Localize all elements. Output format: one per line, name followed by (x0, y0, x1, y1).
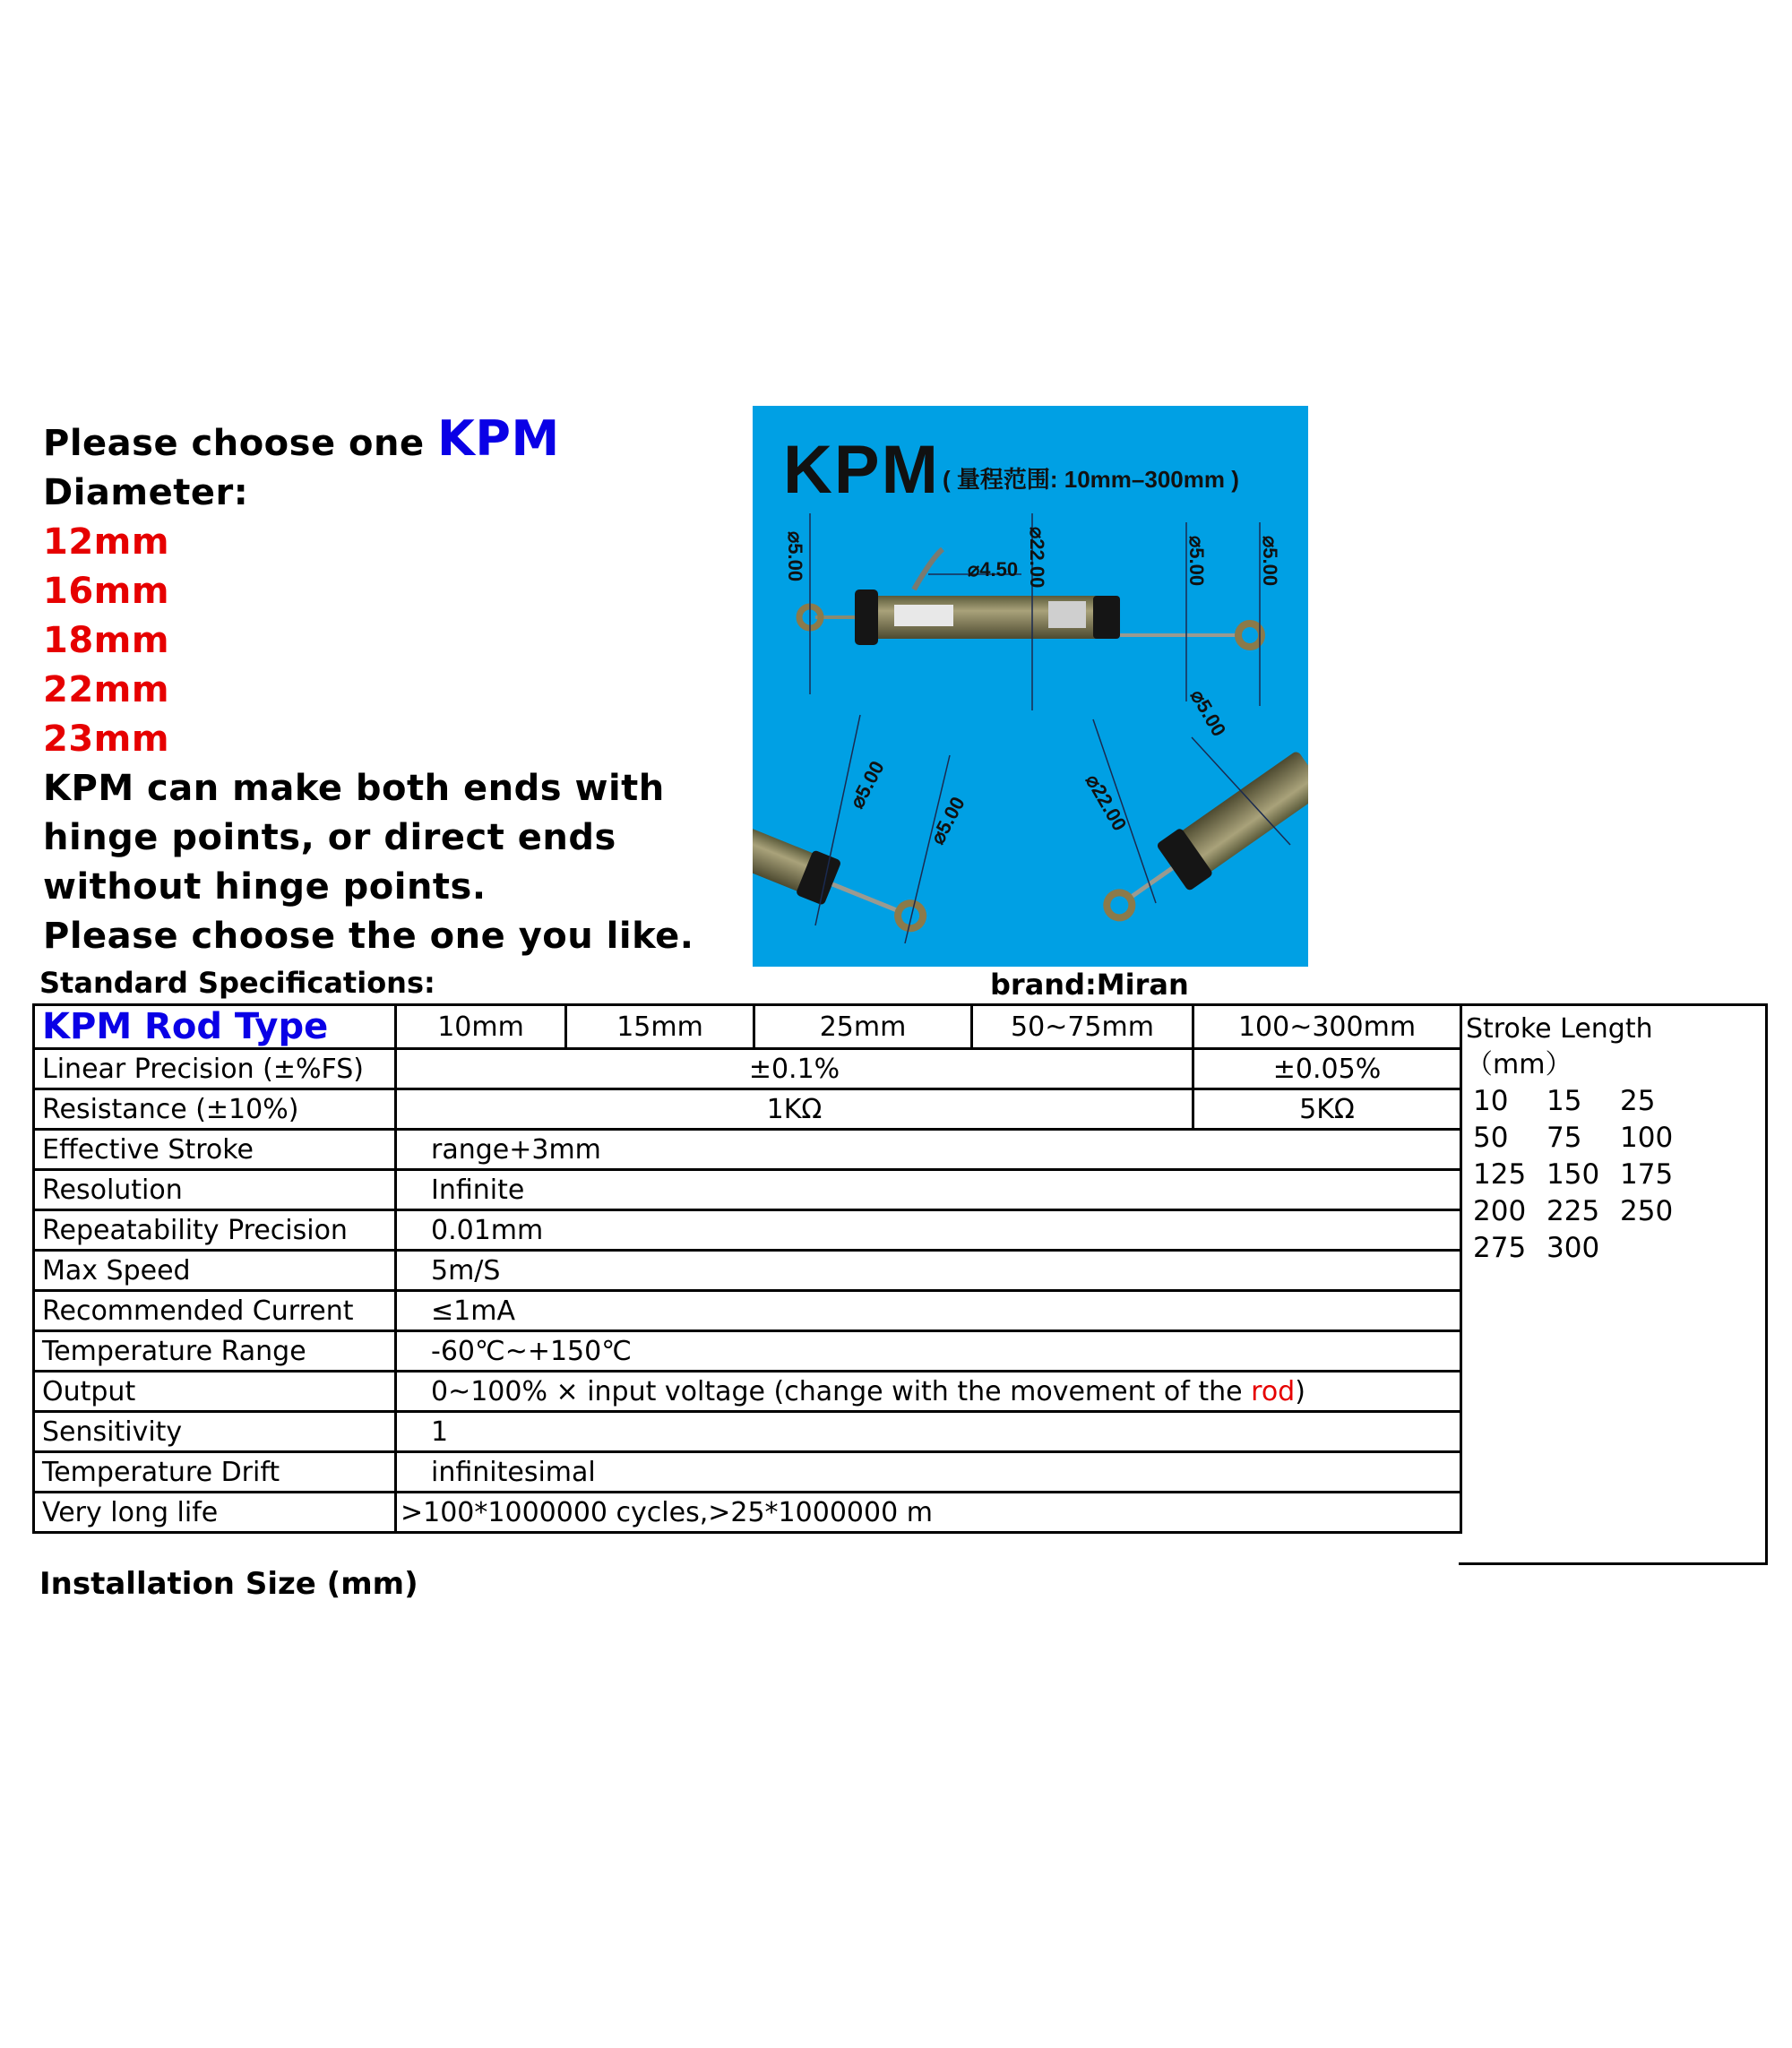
stroke-value: 100 (1620, 1122, 1674, 1154)
row-label: Resolution (34, 1170, 396, 1210)
stroke-unit: （mm） (1466, 1049, 1572, 1080)
table-row (34, 1493, 1461, 1533)
stroke-value (1620, 1230, 1693, 1267)
row-label: Output (34, 1372, 396, 1412)
row-value: ±0.05% (1193, 1049, 1461, 1089)
row-label: Very long life (34, 1493, 396, 1533)
table-row (34, 1291, 1461, 1331)
row-value: Infinite (396, 1170, 1461, 1210)
row-value: 1 (396, 1412, 1461, 1452)
diameter-option: 12mm (43, 521, 170, 563)
brand-label: brand:Miran (990, 968, 1189, 1002)
product-photo (753, 406, 1308, 967)
row-value (396, 1372, 1461, 1412)
row-label: Max Speed (34, 1251, 396, 1291)
row-value: ≤1mA (396, 1291, 1461, 1331)
stroke-value: 50 (1473, 1122, 1509, 1154)
stroke-value: 250 (1620, 1195, 1674, 1227)
stroke-value: 15 (1546, 1085, 1582, 1117)
photo-title: KPM (783, 432, 940, 508)
stroke-title (1466, 1011, 1653, 1083)
table-row (34, 1210, 1461, 1251)
table-row (34, 1049, 1461, 1089)
kpm-brand: KPM (437, 410, 560, 467)
rod-type-header: KPM Rod Type (34, 1005, 396, 1049)
row-label: Linear Precision (±%FS) (34, 1049, 396, 1089)
table-row (34, 1089, 1461, 1130)
column-header: 25mm (754, 1005, 972, 1049)
row-label: Temperature Range (34, 1331, 396, 1372)
stroke-values (1473, 1083, 1693, 1267)
stroke-value: 300 (1546, 1232, 1600, 1264)
description-line: hinge points, or direct ends (43, 817, 616, 858)
table-row (34, 1412, 1461, 1452)
row-label: Resistance (±10%) (34, 1089, 396, 1130)
choose-text: Please choose one (43, 423, 438, 464)
description-line: Please choose the one you like. (43, 916, 694, 957)
stroke-row (1473, 1083, 1693, 1120)
stroke-row (1473, 1230, 1693, 1267)
diameter-option: 22mm (43, 669, 170, 710)
row-value: range+3mm (396, 1130, 1461, 1170)
output-text-end: ) (1295, 1375, 1305, 1407)
description-line: KPM can make both ends with (43, 768, 665, 809)
stroke-value: 125 (1473, 1158, 1527, 1191)
stroke-length-box (1459, 1003, 1768, 1565)
stroke-row (1473, 1157, 1693, 1193)
stroke-value: 25 (1620, 1085, 1656, 1117)
intro-block (43, 410, 760, 961)
table-row (34, 1130, 1461, 1170)
row-value: infinitesimal (396, 1452, 1461, 1493)
spec-table (32, 1003, 1462, 1534)
dimension-label: ⌀22.00 (1026, 527, 1048, 589)
photo-subtitle: ( 量程范围: 10mm–300mm ) (943, 466, 1239, 493)
output-text: 0~100% × input voltage (change with the movement of the (431, 1375, 1252, 1407)
stroke-value: 175 (1620, 1158, 1674, 1191)
table-row (34, 1251, 1461, 1291)
row-value: >100*1000000 cycles,>25*1000000 m (396, 1493, 1461, 1533)
table-row (34, 1452, 1461, 1493)
standard-specs-heading: Standard Specifications: (39, 966, 435, 1000)
diameter-label: Diameter: (43, 472, 249, 513)
stroke-value: 225 (1546, 1195, 1600, 1227)
dimension-label: ⌀22.00 (1081, 770, 1132, 835)
diameter-option: 16mm (43, 571, 170, 612)
row-label: Temperature Drift (34, 1452, 396, 1493)
diameter-option: 18mm (43, 620, 170, 661)
row-label: Sensitivity (34, 1412, 396, 1452)
row-label: Repeatability Precision (34, 1210, 396, 1251)
row-value: 1KΩ (396, 1089, 1193, 1130)
table-header-row (34, 1005, 1461, 1049)
row-value: -60℃~+150℃ (396, 1331, 1461, 1372)
output-highlight: rod (1251, 1375, 1296, 1407)
sensor-illustration-icon (753, 406, 1308, 967)
table-row (34, 1170, 1461, 1210)
diameter-option: 23mm (43, 719, 170, 760)
stroke-value: 150 (1546, 1158, 1600, 1191)
row-label: Recommended Current (34, 1291, 396, 1331)
installation-size-heading: Installation Size (mm) (39, 1566, 418, 1602)
column-header: 15mm (566, 1005, 754, 1049)
dimension-label: ⌀5.00 (1185, 536, 1208, 587)
stroke-row (1473, 1120, 1693, 1157)
row-value: 5KΩ (1193, 1089, 1461, 1130)
stroke-value: 75 (1546, 1122, 1582, 1154)
dimension-label: ⌀5.00 (1259, 536, 1281, 587)
row-value: ±0.1% (396, 1049, 1193, 1089)
stroke-value: 200 (1473, 1195, 1527, 1227)
dimension-label: ⌀5.00 (1185, 685, 1231, 741)
table-row (34, 1331, 1461, 1372)
column-header: 50~75mm (972, 1005, 1193, 1049)
dimension-label: ⌀5.00 (784, 531, 806, 582)
dimension-label: ⌀5.00 (845, 757, 889, 813)
stroke-row (1473, 1193, 1693, 1230)
table-row (34, 1372, 1461, 1412)
row-value: 0.01mm (396, 1210, 1461, 1251)
stroke-value: 275 (1473, 1232, 1527, 1264)
stroke-value: 10 (1473, 1085, 1509, 1117)
row-label: Effective Stroke (34, 1130, 396, 1170)
row-value: 5m/S (396, 1251, 1461, 1291)
column-header: 100~300mm (1193, 1005, 1461, 1049)
stroke-title-text: Stroke Length (1466, 1013, 1653, 1045)
description-line: without hinge points. (43, 866, 487, 908)
dimension-label: ⌀5.00 (926, 793, 969, 848)
dimension-label: ⌀4.50 (968, 558, 1019, 581)
column-header: 10mm (396, 1005, 566, 1049)
choose-heading (43, 410, 760, 469)
